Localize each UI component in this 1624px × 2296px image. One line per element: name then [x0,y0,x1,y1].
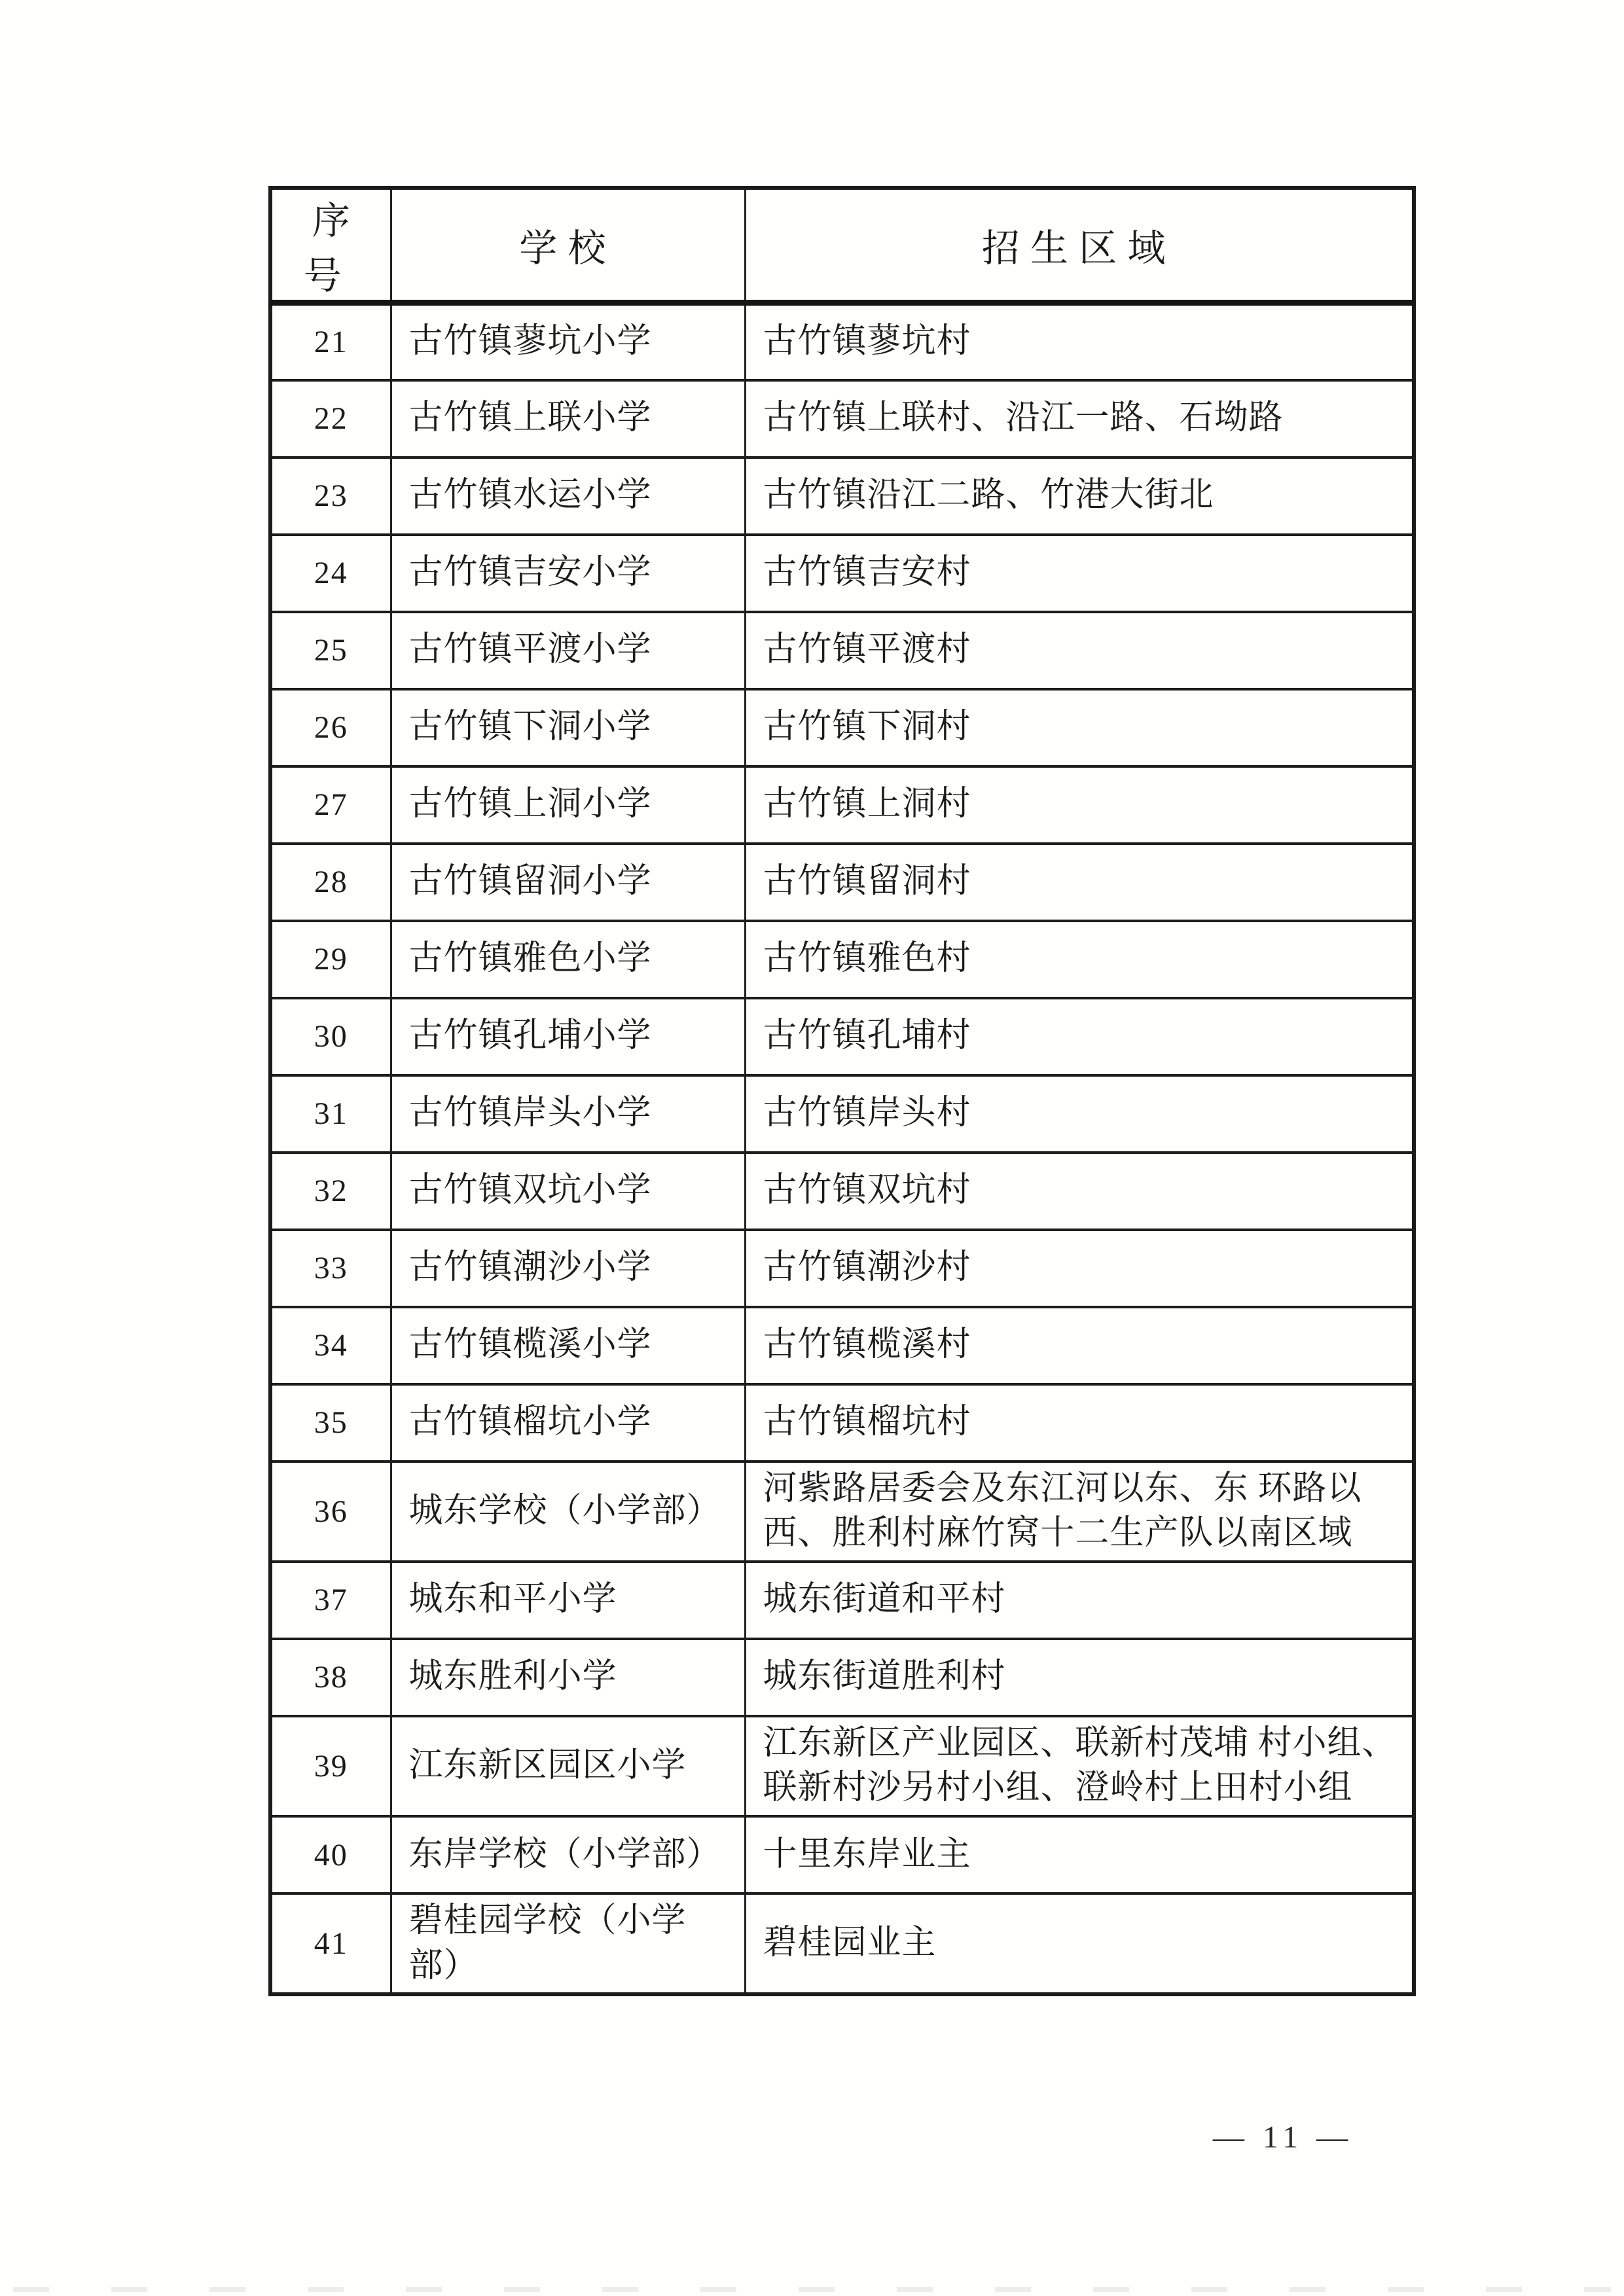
area-cell: 古竹镇雅色村 [745,921,1414,998]
school-cell: 古竹镇雅色小学 [391,921,745,998]
school-cell: 古竹镇岸头小学 [391,1075,745,1153]
row-number-cell: 33 [270,1230,391,1307]
area-cell: 河紫路居委会及东江河以东、东 环路以西、胜利村麻竹窝十二生产队以南区域 [745,1462,1414,1562]
row-number-cell: 35 [270,1384,391,1462]
table-row [270,1153,1414,1230]
school-cell: 古竹镇榄溪小学 [391,1307,745,1384]
table-row [270,1230,1414,1307]
area-cell: 城东街道和平村 [745,1562,1414,1639]
area-cell: 碧桂园业主 [745,1893,1414,1994]
school-cell: 古竹镇吉安小学 [391,535,745,612]
row-number-cell: 22 [270,380,391,457]
row-number-cell: 38 [270,1639,391,1716]
table-body [270,303,1414,1995]
table-header [270,188,1414,303]
table-row [270,303,1414,380]
table-row [270,612,1414,689]
row-number-cell: 31 [270,1075,391,1153]
row-number-cell: 40 [270,1816,391,1893]
school-cell: 城东学校（小学部） [391,1462,745,1562]
school-cell: 古竹镇双坑小学 [391,1153,745,1230]
row-number-cell: 41 [270,1893,391,1994]
table-row [270,1716,1414,1816]
table-row [270,1462,1414,1562]
area-cell: 古竹镇平渡村 [745,612,1414,689]
area-cell: 古竹镇上联村、沿江一路、石坳路 [745,380,1414,457]
area-cell: 城东街道胜利村 [745,1639,1414,1716]
school-cell: 古竹镇上联小学 [391,380,745,457]
row-number-cell: 34 [270,1307,391,1384]
table-row [270,998,1414,1075]
school-cell: 古竹镇上洞小学 [391,766,745,844]
table-row [270,921,1414,998]
area-cell: 古竹镇蓼坑村 [745,303,1414,380]
table-row [270,844,1414,921]
row-number-cell: 21 [270,303,391,380]
school-cell: 古竹镇水运小学 [391,457,745,535]
school-cell: 古竹镇留洞小学 [391,844,745,921]
area-cell: 古竹镇留洞村 [745,844,1414,921]
row-number-cell: 24 [270,535,391,612]
row-number-cell: 30 [270,998,391,1075]
table-row [270,1075,1414,1153]
area-cell: 古竹镇孔埔村 [745,998,1414,1075]
row-number-cell: 25 [270,612,391,689]
table-row [270,380,1414,457]
table-row [270,1816,1414,1893]
row-number-cell: 32 [270,1153,391,1230]
area-cell: 古竹镇沿江二路、竹港大街北 [745,457,1414,535]
school-cell: 碧桂园学校（小学部） [391,1893,745,1994]
row-number-cell: 39 [270,1716,391,1816]
header-school: 学校 [391,188,745,303]
area-cell: 古竹镇下洞村 [745,689,1414,766]
row-number-cell: 37 [270,1562,391,1639]
table-row [270,1562,1414,1639]
row-number-cell: 29 [270,921,391,998]
area-cell: 古竹镇上洞村 [745,766,1414,844]
row-number-cell: 27 [270,766,391,844]
table-row [270,1893,1414,1994]
header-enrollment-area: 招生区域 [745,188,1414,303]
area-cell: 古竹镇榄溪村 [745,1307,1414,1384]
header-serial-number: 序号 [270,188,391,303]
school-cell: 古竹镇平渡小学 [391,612,745,689]
table-row [270,766,1414,844]
row-number-cell: 23 [270,457,391,535]
table-row [270,1639,1414,1716]
school-cell: 古竹镇下洞小学 [391,689,745,766]
area-cell: 江东新区产业园区、联新村茂埔 村小组、联新村沙另村小组、澄岭村上田村小组 [745,1716,1414,1816]
scanner-edge-artifact [13,2287,1611,2292]
header-row [270,188,1414,303]
school-cell: 东岸学校（小学部） [391,1816,745,1893]
area-cell: 古竹镇岸头村 [745,1075,1414,1153]
area-cell: 十里东岸业主 [745,1816,1414,1893]
school-cell: 古竹镇榴坑小学 [391,1384,745,1462]
school-cell: 古竹镇蓼坑小学 [391,303,745,380]
school-cell: 古竹镇潮沙小学 [391,1230,745,1307]
area-cell: 古竹镇潮沙村 [745,1230,1414,1307]
page-number: — 11 — [1212,2120,1354,2155]
table-row [270,457,1414,535]
table-row [270,535,1414,612]
row-number-cell: 36 [270,1462,391,1562]
school-cell: 江东新区园区小学 [391,1716,745,1816]
school-cell: 城东胜利小学 [391,1639,745,1716]
school-cell: 城东和平小学 [391,1562,745,1639]
area-cell: 古竹镇榴坑村 [745,1384,1414,1462]
area-cell: 古竹镇双坑村 [745,1153,1414,1230]
table-row [270,1307,1414,1384]
enrollment-table [268,186,1416,1996]
area-cell: 古竹镇吉安村 [745,535,1414,612]
table-row [270,1384,1414,1462]
table-row [270,689,1414,766]
school-cell: 古竹镇孔埔小学 [391,998,745,1075]
row-number-cell: 28 [270,844,391,921]
row-number-cell: 26 [270,689,391,766]
